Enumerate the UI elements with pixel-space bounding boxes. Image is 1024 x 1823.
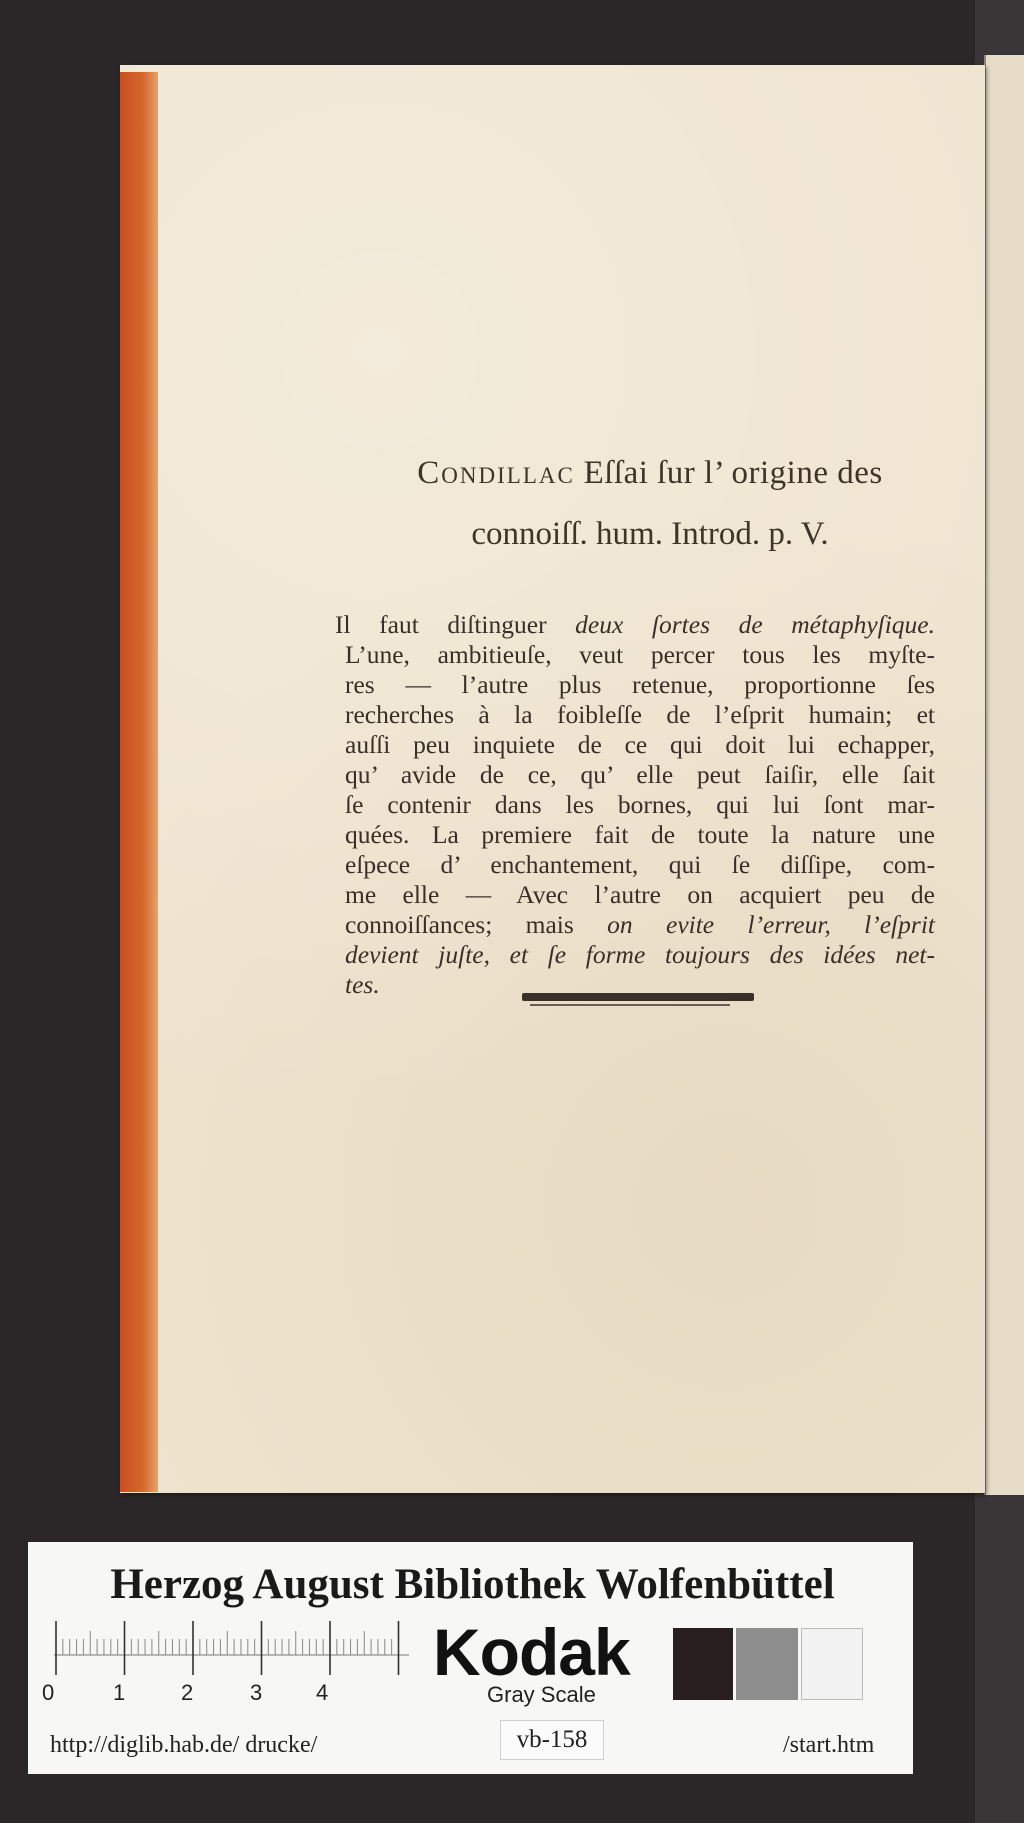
text-run: ſe contenir dans les bornes, qui lui ſont mar- (345, 790, 935, 819)
text-line (345, 910, 935, 940)
text-run: auſſi peu inquiete de ce qui doit lui echapper, (345, 730, 935, 759)
text-line (345, 940, 935, 970)
heading-title: Eſſai ſur l’ origine des (583, 455, 883, 491)
text-run: qu’ avide de ce, qu’ elle peut ſaiſir, elle ſait (345, 760, 935, 789)
text-run: recherches à la foibleſſe de l’eſprit humain; et (345, 700, 935, 729)
text-line (345, 820, 935, 850)
heading-line-2: connoiſſ. hum. Introd. p. V. (471, 516, 829, 552)
ornamental-rule (522, 993, 754, 1001)
start-page-url: /start.htm (783, 1732, 875, 1758)
text-line (345, 850, 935, 880)
italic-text: tes. (345, 970, 380, 999)
text-line (335, 610, 935, 640)
italic-text: devient juſte, et ſe forme toujours des idées net- (345, 940, 935, 969)
heading-line-1 (360, 455, 940, 492)
ruler-tick-label: 2 (181, 1680, 194, 1705)
ornamental-rule-thin (530, 1004, 730, 1006)
library-name: Herzog August Bibliothek Wolfenbüttel (110, 1561, 835, 1608)
swatch-white (801, 1628, 863, 1700)
ruler-tick-label: 3 (250, 1680, 263, 1705)
page-heading (360, 455, 940, 553)
text-run: connoiſſances; mais (345, 910, 608, 939)
text-line (345, 790, 935, 820)
ruler-scale (54, 1619, 414, 1677)
heading-author: Condillac (417, 455, 575, 491)
ruler-tick-label: 0 (42, 1680, 55, 1705)
gray-scale-label: Gray Scale (487, 1682, 596, 1707)
text-line (345, 730, 935, 760)
swatch-gray (736, 1628, 798, 1700)
text-run: quées. La premiere fait de toute la nature une (345, 820, 935, 849)
shelf-mark: vb-158 (500, 1720, 604, 1760)
text-run: eſpece d’ enchantement, qui ſe diſſipe, com- (345, 850, 935, 879)
text-run: res — l’autre plus retenue, proportionne ſes (345, 670, 935, 699)
text-line (345, 640, 935, 670)
text-run: L’une, ambitieuſe, veut percer tous les myſte- (345, 640, 935, 669)
library-target-card (28, 1542, 913, 1774)
page-edge-colored (120, 72, 158, 1492)
text-run: Il faut diſtinguer (335, 610, 576, 639)
text-line (345, 670, 935, 700)
text-line (345, 880, 935, 910)
ruler-tick-label: 1 (113, 1680, 126, 1705)
kodak-logo: Kodak (433, 1615, 630, 1689)
adjacent-page-edge (984, 55, 1024, 1495)
italic-text: deux ſortes de métaphyſique. (575, 610, 935, 639)
digital-library-url: http://diglib.hab.de/ drucke/ (50, 1732, 318, 1758)
text-run: me elle — Avec l’autre on acquiert peu de (345, 880, 935, 909)
italic-text: on evite l’erreur, l’eſprit (607, 910, 935, 939)
ruler-tick-label: 4 (316, 1680, 329, 1705)
text-line (345, 760, 935, 790)
swatch-black (673, 1628, 733, 1700)
text-line (345, 700, 935, 730)
body-paragraph (335, 610, 935, 1000)
